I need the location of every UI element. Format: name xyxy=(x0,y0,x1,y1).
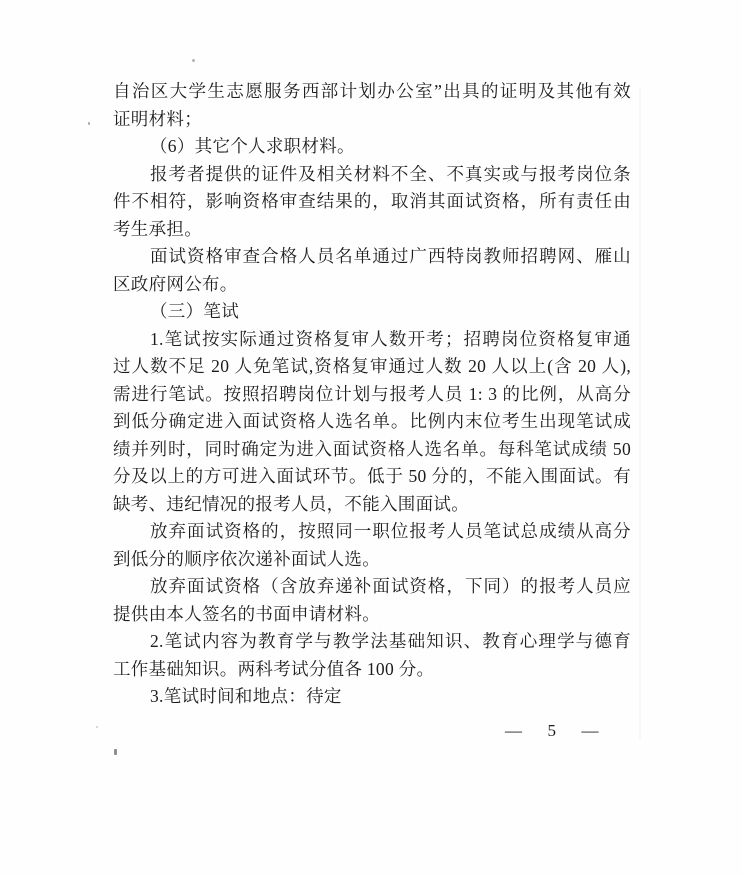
scan-speck xyxy=(114,749,117,755)
scan-edge-artifact xyxy=(639,88,641,740)
text-line: 报考者提供的证件及相关材料不全、不真实或与报考岗位条 xyxy=(150,163,631,184)
text-line: 绩并列时，同时确定为进入面试资格人选名单。每科笔试成绩 50 xyxy=(113,438,631,459)
text-line: 区政府网公布。 xyxy=(113,273,238,294)
text-line: 缺考、违纪情况的报考人员，不能入围面试。 xyxy=(113,493,469,514)
text-line: （三）笔试 xyxy=(150,301,239,321)
text-line: （6）其它个人求职材料。 xyxy=(150,136,355,156)
text-line: 到低分确定进入面试资格人选名单。比例内末位考生出现笔试成 xyxy=(113,411,631,431)
text-line: 工作基础知识。两科考试分值各 100 分。 xyxy=(113,658,435,679)
text-line: 考生承担。 xyxy=(113,218,202,239)
text-line: 件不相符，影响资格审查结果的，取消其面试资格，所有责任由 xyxy=(113,191,631,211)
text-line: 1.笔试按实际通过资格复审人数开考；招聘岗位资格复审通 xyxy=(150,328,631,349)
document-text xyxy=(113,78,631,711)
text-line: 放弃面试资格（含放弃递补面试资格，下同）的报考人员应 xyxy=(150,576,631,596)
text-line: 2.笔试内容为教育学与教学法基础知识、教育心理学与德育 xyxy=(150,631,631,651)
page-number: — 5 — xyxy=(505,721,600,740)
scan-speck xyxy=(96,726,98,728)
text-line: 到低分的顺序依次递补面试人选。 xyxy=(113,548,380,569)
scan-speck xyxy=(88,122,90,125)
text-line: 分及以上的方可进入面试环节。低于 50 分的，不能入围面试。有 xyxy=(113,466,631,486)
text-line: 需进行笔试。按照招聘岗位计划与报考人员 1: 3 的比例，从高分 xyxy=(113,383,631,404)
scan-speck xyxy=(192,59,195,62)
text-line: 自治区大学生志愿服务西部计划办公室”出具的证明及其他有效 xyxy=(113,81,631,101)
text-line: 提供由本人签名的书面申请材料。 xyxy=(113,603,380,624)
text-line: 面试资格审查合格人员名单通过广西特岗教师招聘网、雁山 xyxy=(150,246,631,266)
text-line: 过人数不足 20 人免笔试,资格复审通过人数 20 人以上(含 20 人), xyxy=(113,356,631,376)
text-line: 证明材料； xyxy=(113,108,202,129)
text-line: 3.笔试时间和地点：待定 xyxy=(150,686,342,706)
text-line: 放弃面试资格的，按照同一职位报考人员笔试总成绩从高分 xyxy=(150,521,631,541)
